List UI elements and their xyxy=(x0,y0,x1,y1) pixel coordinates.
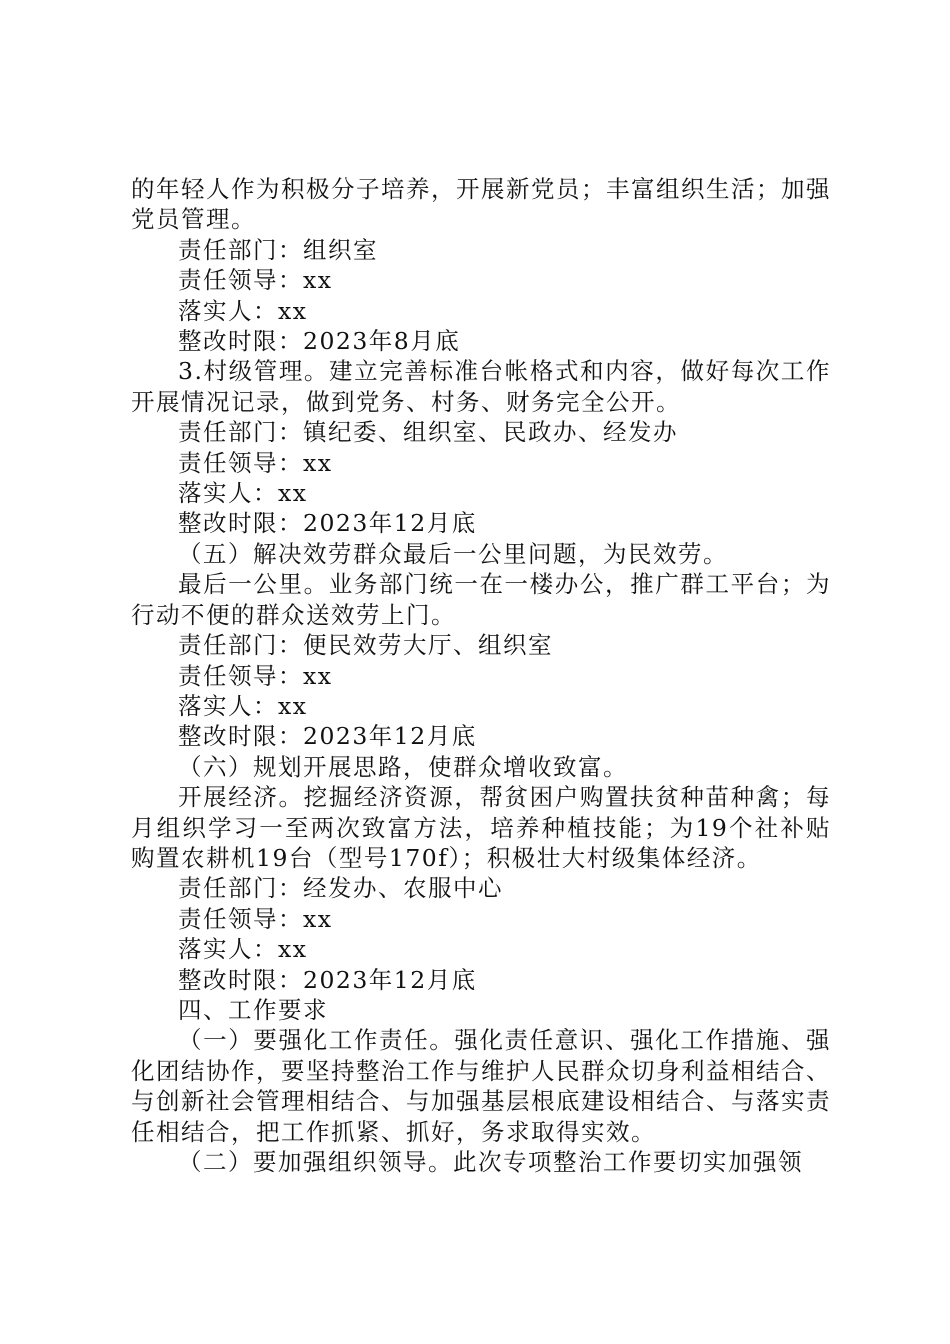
requirement-2: （二）要加强组织领导。此次专项整治工作要切实加强领 xyxy=(178,1148,803,1176)
implementer: 落实人：xx xyxy=(178,479,308,508)
responsible-department: 责任部门：镇纪委、组织室、民政办、经发办 xyxy=(178,418,678,447)
chapter-heading-4: 四、工作要求 xyxy=(178,995,328,1024)
document-page xyxy=(131,174,831,1177)
section-heading-5: （五）解决效劳群众最后一公里问题，为民效劳。 xyxy=(178,539,728,568)
implementer: 落实人：xx xyxy=(178,935,308,964)
responsible-leader: 责任领导：xx xyxy=(178,904,333,933)
responsible-leader: 责任领导：xx xyxy=(178,448,333,477)
implementer: 落实人：xx xyxy=(178,691,308,720)
item-economy: 开展经济。挖掘经济资源，帮贫困户购置扶贫种苗种禽；每月组织学习一至两次致富方法，培养种植技能；为19个社补贴购置农耕机19台（型号170f）；积极壮大村级集体经济。 xyxy=(131,783,831,872)
section-heading-6: （六）规划开展思路，使群众增收致富。 xyxy=(178,752,628,781)
responsible-department: 责任部门：组织室 xyxy=(178,235,378,264)
item-last-mile: 最后一公里。业务部门统一在一楼办公，推广群工平台；为行动不便的群众送效劳上门。 xyxy=(131,570,831,629)
responsible-leader: 责任领导：xx xyxy=(178,266,333,295)
deadline: 整改时限：2023年12月底 xyxy=(178,965,477,994)
item-village-management: 3.村级管理。建立完善标准台帐格式和内容，做好每次工作开展情况记录，做到党务、村务、财务完全公开。 xyxy=(131,357,831,416)
responsible-department: 责任部门：经发办、农服中心 xyxy=(178,874,503,903)
deadline: 整改时限：2023年8月底 xyxy=(178,327,461,356)
paragraph-continuation: 的年轻人作为积极分子培养，开展新党员；丰富组织生活；加强党员管理。 xyxy=(131,175,831,234)
deadline: 整改时限：2023年12月底 xyxy=(178,509,477,538)
deadline: 整改时限：2023年12月底 xyxy=(178,722,477,751)
implementer: 落实人：xx xyxy=(178,296,308,325)
responsible-leader: 责任领导：xx xyxy=(178,661,333,690)
responsible-department: 责任部门：便民效劳大厅、组织室 xyxy=(178,631,553,660)
requirement-1: （一）要强化工作责任。强化责任意识、强化工作措施、强化团结协作，要坚持整治工作与维护人民群众切身利益相结合、与创新社会管理相结合、与加强基层根底建设相结合、与落实责任相结合，把工作抓紧、抓好，务求取得实效。 xyxy=(131,1026,831,1146)
